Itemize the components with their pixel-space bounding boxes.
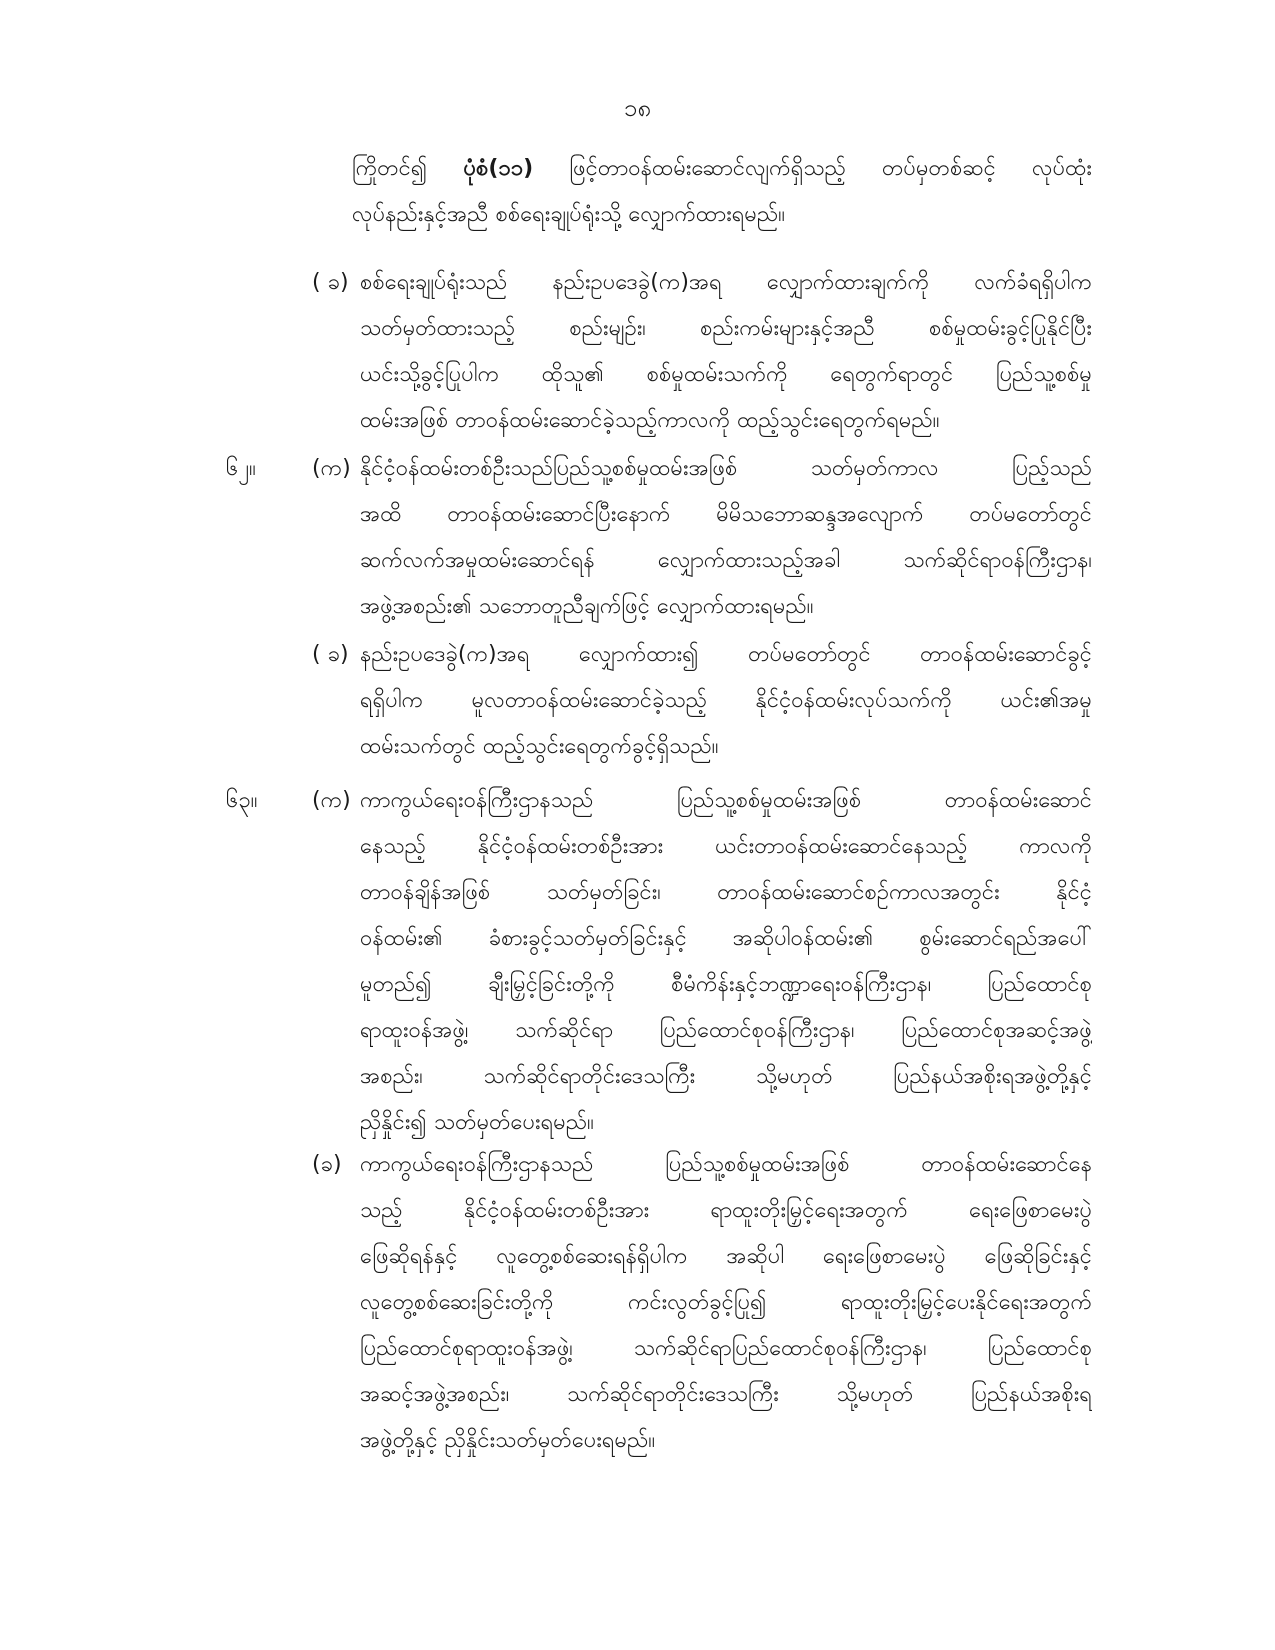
text-line: အဖွဲ့အစည်း၏ သဘောတူညီချက်ဖြင့် လျှောက်ထားရမည်။ <box>360 594 814 619</box>
text-line: သတ်မှတ်ထားသည့် စည်းမျဉ်း၊ စည်းကမ်းများနှင့်အညီ စစ်မှုထမ်းခွင့်ပြုနိုင်ပြီး <box>360 316 1092 341</box>
sub-clause-body <box>360 632 1092 770</box>
text-line: စစ်ရေးချုပ်ရုံးသည် နည်းဥပဒေခွဲ(က)အရ လျှောက်ထားချက်ကို လက်ခံရရှိပါက <box>360 270 1092 295</box>
intro-text-before-bold: ကြိုတင်၍ <box>352 156 428 181</box>
text-line: ထမ်းသက်တွင် ထည့်သွင်းရေတွက်ခွင့်ရှိသည်။ <box>360 734 719 759</box>
text-line: လူတွေ့စစ်ဆေးခြင်းတို့ကို ကင်းလွတ်ခွင့်ပြု၍ ရာထူးတိုးမြှင့်ပေးနိုင်ရေးအတွက် <box>360 1290 1092 1315</box>
text-line: ကာကွယ်ရေးဝန်ကြီးဌာနသည် ပြည်သူ့စစ်မှုထမ်းအဖြစ် တာဝန်ထမ်းဆောင်နေ <box>360 1152 1092 1177</box>
text-line: ဝန်ထမ်း၏ ခံစားခွင့်သတ်မှတ်ခြင်းနှင့် အဆိုပါဝန်ထမ်း၏ စွမ်းဆောင်ရည်အပေါ် <box>360 926 1092 951</box>
sub-clause-body <box>360 778 1092 1146</box>
text-line: ညှိနှိုင်း၍ သတ်မှတ်ပေးရမည်။ <box>360 1110 594 1135</box>
sub-clause-label: ( ခ) <box>312 642 349 667</box>
form-reference: ပုံစံ(၁၁) <box>463 156 534 181</box>
text-line: အထိ တာဝန်ထမ်းဆောင်ပြီးနောက် မိမိသဘောဆန္ဒအလျောက် တပ်မတော်တွင် <box>360 502 1092 527</box>
text-line: ရာထူးဝန်အဖွဲ့၊ သက်ဆိုင်ရာ ပြည်ထောင်စုဝန်ကြီးဌာန၊ ပြည်ထောင်စုအဆင့်အဖွဲ့ <box>360 1018 1092 1043</box>
text-line: နည်းဥပဒေခွဲ(က)အရ လျှောက်ထား၍ တပ်မတော်တွင် တာဝန်ထမ်းဆောင်ခွင့် <box>360 642 1092 667</box>
text-line: မူတည်၍ ချီးမြှင့်ခြင်းတို့ကို စီမံကိန်းနှင့်ဘဏ္ဍာရေးဝန်ကြီးဌာန၊ ပြည်ထောင်စု <box>360 972 1092 997</box>
text-line: ထမ်းအဖြစ် တာဝန်ထမ်းဆောင်ခဲ့သည့်ကာလကို ထည့်သွင်းရေတွက်ရမည်။ <box>360 408 940 433</box>
sub-clause-body <box>360 260 1092 444</box>
text-line: ရရှိပါက မူလတာဝန်ထမ်းဆောင်ခဲ့သည့် နိုင်ငံ့ဝန်ထမ်းလုပ်သက်ကို ယင်း၏အမှု <box>360 688 1092 713</box>
sub-clause-label: (က) <box>312 456 351 481</box>
sub-clause-label: (က) <box>312 788 351 813</box>
text-line: နိုင်ငံ့ဝန်ထမ်းတစ်ဦးသည်ပြည်သူ့စစ်မှုထမ်းအဖြစ် သတ်မှတ်ကာလ ပြည့်သည် <box>360 456 1092 481</box>
text-line: အဖွဲ့တို့နှင့် ညှိနှိုင်းသတ်မှတ်ပေးရမည်။ <box>360 1428 656 1453</box>
clause-number-63: ၆၃။ <box>226 788 258 813</box>
intro-line-1 <box>352 146 1092 192</box>
page-number: ၁၈ <box>623 94 652 122</box>
intro-line-2: လုပ်နည်းနှင့်အညီ စစ်ရေးချုပ်ရုံးသို့ လျှောက်ထားရမည်။ <box>352 202 785 227</box>
sub-clause-label: ( ခ) <box>312 270 349 295</box>
text-line: တာဝန်ချိန်အဖြစ် သတ်မှတ်ခြင်း၊ တာဝန်ထမ်းဆောင်စဉ်ကာလအတွင်း နိုင်ငံ့ <box>360 880 1092 905</box>
text-line: သည့် နိုင်ငံ့ဝန်ထမ်းတစ်ဦးအား ရာထူးတိုးမြှင့်ရေးအတွက် ရေးဖြေစာမေးပွဲ <box>360 1198 1092 1223</box>
clause-number-62: ၆၂။ <box>226 456 256 481</box>
text-line: နေသည့် နိုင်ငံ့ဝန်ထမ်းတစ်ဦးအား ယင်းတာဝန်ထမ်းဆောင်နေသည့် ကာလကို <box>360 834 1092 859</box>
text-line: အဆင့်အဖွဲ့အစည်း၊ သက်ဆိုင်ရာတိုင်းဒေသကြီး သို့မဟုတ် ပြည်နယ်အစိုးရ <box>360 1382 1092 1407</box>
text-line: ယင်းသို့ခွင့်ပြုပါက ထိုသူ၏ စစ်မှုထမ်းသက်ကို ရေတွက်ရာတွင် ပြည်သူ့စစ်မှု <box>360 362 1092 387</box>
sub-clause-body <box>360 446 1092 630</box>
intro-text-after-bold: ဖြင့်တာဝန်ထမ်းဆောင်လျက်ရှိသည့် တပ်မှတစ်ဆင့် လုပ်ထုံး <box>569 156 1092 181</box>
text-line: အစည်း၊ သက်ဆိုင်ရာတိုင်းဒေသကြီး သို့မဟုတ် ပြည်နယ်အစိုးရအဖွဲ့တို့နှင့် <box>360 1064 1092 1089</box>
text-line: ဆက်လက်အမှုထမ်းဆောင်ရန် လျှောက်ထားသည့်အခါ သက်ဆိုင်ရာဝန်ကြီးဌာန၊ <box>360 548 1092 573</box>
sub-clause-label: (ခ) <box>312 1152 342 1177</box>
sub-clause-body <box>360 1142 1092 1464</box>
intro-paragraph <box>352 146 1092 238</box>
text-line: ဖြေဆိုရန်နှင့် လူတွေ့စစ်ဆေးရန်ရှိပါက အဆိုပါ ရေးဖြေစာမေးပွဲ ဖြေဆိုခြင်းနှင့် <box>360 1244 1092 1269</box>
text-line: ကာကွယ်ရေးဝန်ကြီးဌာနသည် ပြည်သူ့စစ်မှုထမ်းအဖြစ် တာဝန်ထမ်းဆောင် <box>360 788 1092 813</box>
text-line: ပြည်ထောင်စုရာထူးဝန်အဖွဲ့၊ သက်ဆိုင်ရာပြည်ထောင်စုဝန်ကြီးဌာန၊ ပြည်ထောင်စု <box>360 1336 1092 1361</box>
